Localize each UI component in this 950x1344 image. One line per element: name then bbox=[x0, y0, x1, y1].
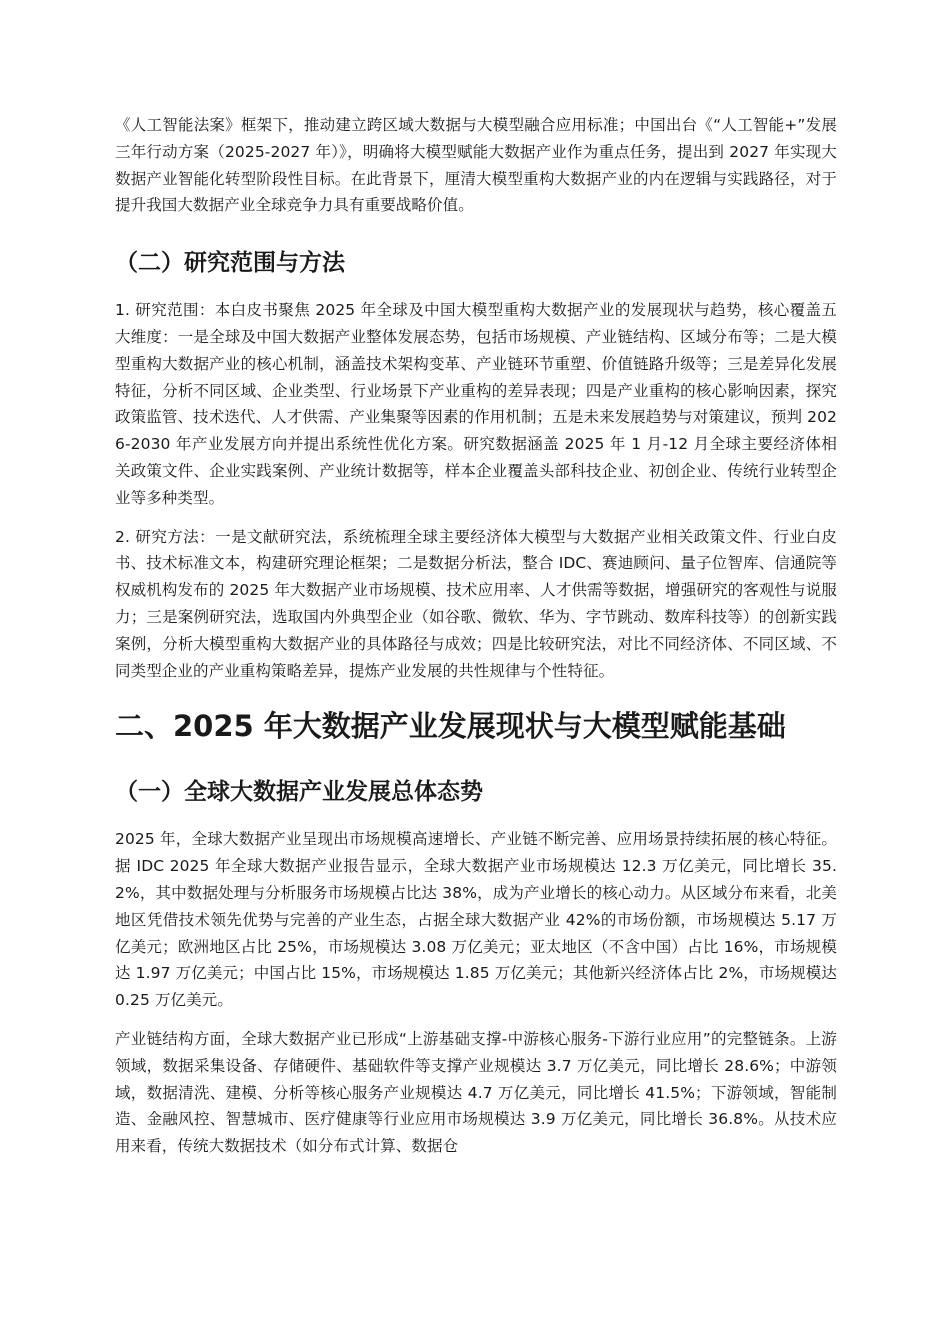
intro-paragraph: 《人工智能法案》框架下，推动建立跨区域大数据与大模型融合应用标准；中国出台《“人工智能+”发展三年行动方案（2025-2027 年）》，明确将大模型赋能大数据产业作为重点任务，提出到 2027 年实现大数据产业智能化转型阶段性目标。在此背景下，厘清大模型重构大数据产业的内在逻辑与实践路径，对于提升我国大数据产业全球竞争力具有重要战略价值。 bbox=[115, 116, 837, 215]
research-scope-paragraph: 1. 研究范围：本白皮书聚焦 2025 年全球及中国大模型重构大数据产业的发展现状与趋势，核心覆盖五大维度：一是全球及中国大数据产业整体发展态势，包括市场规模、产业链结构、区域分布等；二是大模型重构大数据产业的核心机制，涵盖技术架构变革、产业链环节重塑、价值链路升级等；三是差异化发展特征，分析不同区域、企业类型、行业场景下产业重构的差异表现；四是产业重构的核心影响因素，探究政策监管、技术迭代、人才供需、产业集聚等因素的作用机制；五是未来发展趋势与对策建议，预判 2026-2030 年产业发展方向并提出系统性优化方案。研究数据涵盖 2025 年 1 月-12 月全球主要经济体相关政策文件、企业实践案例、产业统计数据等，样本企业覆盖头部科技企业、初创企业、传统行业转型企业等多种类型。 bbox=[115, 301, 837, 507]
research-methods-paragraph: 2. 研究方法：一是文献研究法，系统梳理全球主要经济体大模型与大数据产业相关政策文件、行业白皮书、技术标准文本，构建研究理论框架；二是数据分析法，整合 IDC、赛迪顾问、量子位智库、信通院等权威机构发布的 2025 年大数据产业市场规模、技术应用率、人才供需等数据，增强研究的客观性与说服力；三是案例研究法，选取国内外典型企业（如谷歌、微软、华为、字节跳动、数库科技等）的创新实践案例，分析大模型重构大数据产业的具体路径与成效；四是比较研究法，对比不同经济体、不同区域、不同类型企业的产业重构策略差异，提炼产业发展的共性规律与个性特征。 bbox=[115, 527, 837, 680]
page-content bbox=[115, 112, 837, 1172]
chapter-heading: 二、2025 年大数据产业发展现状与大模型赋能基础 bbox=[115, 709, 786, 744]
section-heading-research-scope-methods: （二）研究范围与方法 bbox=[115, 250, 345, 277]
section-heading-global-overview: （一）全球大数据产业发展总体态势 bbox=[115, 779, 483, 806]
global-overview-paragraph: 2025 年，全球大数据产业呈现出市场规模高速增长、产业链不断完善、应用场景持续拓展的核心特征。据 IDC 2025 年全球大数据产业报告显示，全球大数据产业市场规模达 12.3 万亿美元，同比增长 35.2%，其中数据处理与分析服务市场规模占比达 38%，成为产业增长的核心动力。从区域分布来看，北美地区凭借技术领先优势与完善的产业生态，占据全球大数据产业 42%的市场份额，市场规模达 5.17 万亿美元；欧洲地区占比 25%，市场规模达 3.08 万亿美元；亚太地区（不含中国）占比 16%，市场规模达 1.97 万亿美元；中国占比 15%，市场规模达 1.85 万亿美元；其他新兴经济体占比 2%，市场规模达 0.25 万亿美元。 bbox=[115, 830, 837, 1010]
industry-chain-paragraph: 产业链结构方面，全球大数据产业已形成“上游基础支撑-中游核心服务-下游行业应用”的完整链条。上游领域，数据采集设备、存储硬件、基础软件等支撑产业规模达 3.7 万亿美元，同比增长 28.6%；中游领域，数据清洗、建模、分析等核心服务产业规模达 4.7 万亿美元，同比增长 41.5%；下游领域，智能制造、金融风控、智慧城市、医疗健康等行业应用市场规模达 3.9 万亿美元，同比增长 36.8%。从技术应用来看，传统大数据技术（如分布式计算、数据仓 bbox=[115, 1029, 837, 1156]
